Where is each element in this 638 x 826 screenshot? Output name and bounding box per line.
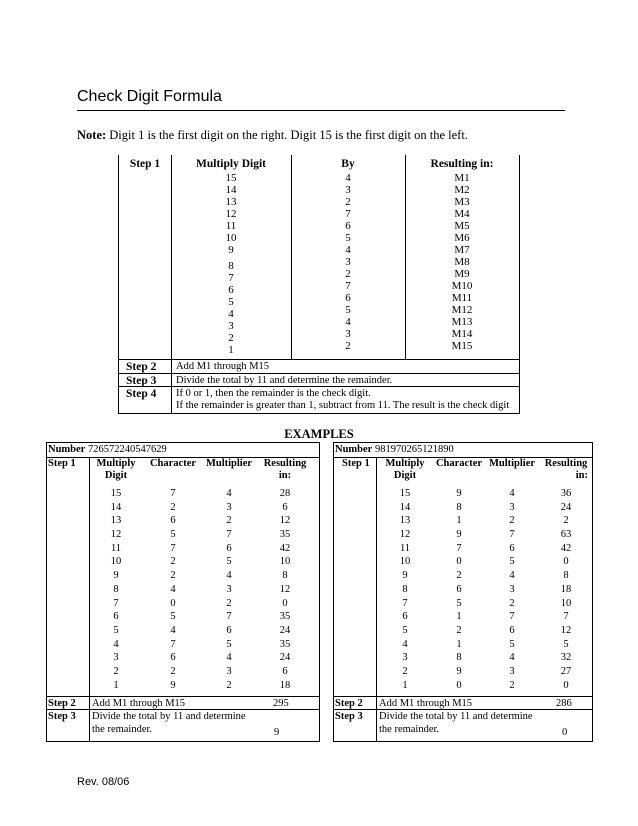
table-cell: 3: [113, 652, 119, 664]
total-value: 295: [273, 698, 289, 709]
table-cell: 8: [282, 570, 288, 582]
table-cell: 27: [560, 665, 572, 677]
header-step1: Step 1: [129, 158, 161, 170]
table-cell: 42: [560, 542, 572, 554]
list-item: 3: [345, 256, 351, 268]
table-cell: 2: [113, 665, 119, 677]
table-cell: 10: [560, 597, 572, 609]
number-value: 726572240547629: [87, 444, 167, 455]
step1-label: Step 1: [342, 458, 370, 469]
table-cell: 4: [170, 583, 176, 595]
table-cell: 3: [226, 501, 232, 513]
table-cell: 7: [113, 597, 119, 609]
table-divider: [334, 696, 592, 697]
table-cell: 0: [456, 556, 462, 568]
table-cell: 4: [170, 624, 176, 636]
step3-line2: the remainder.: [379, 724, 440, 735]
table-cell: 6: [282, 501, 288, 513]
table-cell: 18: [560, 583, 572, 595]
table-cell: 14: [110, 501, 122, 513]
list-item: 1: [228, 344, 234, 356]
table-cell: 6: [456, 583, 462, 595]
list-item: 10: [225, 232, 237, 244]
list-item: 8: [228, 260, 234, 272]
table-cell: 3: [509, 665, 515, 677]
table-cell: 32: [560, 652, 572, 664]
table-cell: 7: [170, 542, 176, 554]
table-cell: 42: [279, 542, 291, 554]
header-line: Digit: [393, 470, 417, 481]
step3-line2: the remainder.: [92, 724, 153, 735]
header-multiply-digit: [376, 458, 434, 482]
table-cell: 2: [170, 556, 176, 568]
step3-line1: Divide the total by 11 and determine: [379, 711, 533, 722]
table-cell: 11: [110, 542, 122, 554]
table-cell: 4: [509, 570, 515, 582]
table-cell: 24: [560, 501, 572, 513]
examples-title: EXAMPLES: [284, 427, 354, 441]
table-cell: 8: [113, 583, 119, 595]
table-cell: 9: [402, 570, 408, 582]
list-item: M10: [451, 280, 473, 292]
table-cell: 8: [563, 570, 569, 582]
table-cell: 2: [402, 665, 408, 677]
list-item: 5: [345, 304, 351, 316]
list-item: M12: [451, 304, 473, 316]
table-cell: 12: [110, 529, 122, 541]
list-item: M13: [451, 316, 473, 328]
table-cell: 0: [563, 556, 569, 568]
list-item: M7: [454, 244, 470, 256]
table-cell: 1: [113, 679, 119, 691]
page-title: Check Digit Formula: [77, 88, 222, 105]
title-divider: [77, 110, 565, 111]
note-label: Note:: [77, 128, 107, 142]
table-cell: 9: [170, 679, 176, 691]
list-item: 2: [345, 340, 351, 352]
table-cell: 2: [509, 679, 515, 691]
table-cell: 4: [509, 652, 515, 664]
multiplier-column: [201, 487, 257, 692]
list-item: 4: [228, 308, 234, 320]
note-text: Digit 1 is the first digit on the right. Digit 15 is the first digit on the left.: [109, 128, 468, 142]
table-cell: 2: [170, 501, 176, 513]
table-cell: 5: [226, 638, 232, 650]
list-item: M1: [454, 172, 470, 184]
table-cell: 28: [279, 488, 291, 499]
table-cell: 7: [563, 611, 569, 623]
table-cell: 3: [402, 652, 408, 664]
table-cell: 10: [399, 556, 411, 568]
table-cell: 2: [226, 597, 232, 609]
table-cell: 0: [282, 597, 288, 609]
table-cell: 24: [279, 652, 291, 664]
list-item: 11: [225, 220, 237, 232]
list-item: 7: [345, 280, 351, 292]
list-item: 7: [345, 208, 351, 220]
table-cell: 13: [110, 515, 122, 527]
step4-label: Step 4: [126, 388, 157, 400]
header-character: Character: [435, 458, 483, 469]
list-item: M4: [454, 208, 470, 220]
table-cell: 2: [509, 597, 515, 609]
table-cell: 0: [563, 679, 569, 691]
table-cell: 8: [456, 652, 462, 664]
list-item: 3: [228, 320, 234, 332]
resulting-column: [255, 487, 315, 692]
list-item: 3: [345, 328, 351, 340]
list-item: 7: [228, 272, 234, 284]
example-number-row: [335, 444, 454, 455]
formula-table: [118, 155, 520, 414]
step4-line2: If the remainder is greater than 1, subtract from 11. The result is the check digit: [176, 400, 510, 411]
table-cell: 7: [226, 529, 232, 541]
step2-label: Step 2: [126, 361, 157, 373]
step3-label: Step 3: [48, 711, 76, 722]
list-item: 9: [228, 244, 234, 256]
table-cell: 7: [456, 542, 462, 554]
list-item: 6: [345, 292, 351, 304]
table-cell: 5: [170, 611, 176, 623]
table-cell: 10: [110, 556, 122, 568]
table-cell: 6: [226, 624, 232, 636]
table-divider: [334, 709, 592, 710]
note: [77, 128, 468, 143]
formula-row-divider: [119, 373, 519, 374]
list-item: M14: [451, 328, 473, 340]
header-character: Character: [149, 458, 197, 469]
list-item: 4: [345, 172, 351, 184]
table-cell: 7: [170, 488, 176, 499]
table-cell: 7: [509, 611, 515, 623]
table-cell: 2: [456, 624, 462, 636]
resulting-column: [540, 487, 592, 692]
table-cell: 5: [170, 529, 176, 541]
list-item: 4: [345, 316, 351, 328]
number-label: Number: [335, 444, 373, 455]
list-item: M15: [451, 340, 473, 352]
table-cell: 36: [560, 488, 572, 499]
table-cell: 2: [509, 515, 515, 527]
list-item: M2: [454, 184, 470, 196]
remainder-value: 0: [562, 727, 568, 738]
list-item: 2: [345, 196, 351, 208]
table-cell: 12: [279, 583, 291, 595]
multiplier-column: [484, 487, 540, 692]
table-cell: 8: [456, 501, 462, 513]
table-cell: 7: [402, 597, 408, 609]
table-cell: 2: [563, 515, 569, 527]
list-item: 14: [225, 184, 237, 196]
table-cell: 4: [509, 488, 515, 499]
table-cell: 1: [456, 611, 462, 623]
header-multiplier: Multiplier: [488, 458, 536, 469]
table-cell: 4: [113, 638, 119, 650]
header-resulting: [540, 458, 592, 482]
table-cell: 2: [226, 679, 232, 691]
remainder-value: 9: [274, 727, 280, 738]
table-cell: 4: [226, 652, 232, 664]
table-cell: 12: [560, 624, 572, 636]
table-cell: 7: [226, 611, 232, 623]
table-cell: 5: [402, 624, 408, 636]
table-cell: 3: [509, 501, 515, 513]
table-cell: 18: [279, 679, 291, 691]
header-line: in:: [278, 470, 292, 481]
table-cell: 35: [279, 529, 291, 541]
table-divider: [47, 696, 319, 697]
table-cell: 6: [509, 624, 515, 636]
table-divider: [47, 709, 319, 710]
list-item: 3: [345, 184, 351, 196]
number-value: 981970265121890: [374, 444, 454, 455]
header-line: in:: [575, 470, 588, 481]
table-cell: 9: [113, 570, 119, 582]
header-multiply-digit: [89, 458, 143, 482]
table-cell: 6: [282, 665, 288, 677]
table-cell: 2: [170, 570, 176, 582]
table-cell: 7: [170, 638, 176, 650]
table-cell: 3: [226, 583, 232, 595]
header-line: Multiply: [385, 458, 425, 469]
table-cell: 15: [399, 488, 411, 499]
list-item: 15: [225, 172, 237, 184]
step2-label: Step 2: [335, 698, 363, 709]
table-cell: 0: [456, 679, 462, 691]
list-item: M5: [454, 220, 470, 232]
header-line: Digit: [104, 470, 128, 481]
list-item: M11: [451, 292, 473, 304]
example-number-row: [48, 444, 167, 455]
header-multiplier: Multiplier: [205, 458, 253, 469]
table-cell: 4: [226, 488, 232, 499]
total-value: 286: [556, 698, 572, 709]
step3-line1: Divide the total by 11 and determine: [92, 711, 246, 722]
table-cell: 10: [279, 556, 291, 568]
list-item: M8: [454, 256, 470, 268]
number-label: Number: [48, 444, 86, 455]
table-cell: 7: [509, 529, 515, 541]
header-line: Resulting: [544, 458, 588, 469]
list-item: M9: [454, 268, 470, 280]
table-cell: 6: [402, 611, 408, 623]
table-cell: 6: [170, 652, 176, 664]
example-table-1: [46, 442, 320, 742]
table-cell: 3: [509, 583, 515, 595]
header-line: Resulting: [263, 458, 307, 469]
table-cell: 5: [226, 556, 232, 568]
table-cell: 8: [402, 583, 408, 595]
table-cell: 6: [170, 515, 176, 527]
step2-text: Add M1 through M15: [379, 698, 473, 709]
table-cell: 4: [402, 638, 408, 650]
table-cell: 5: [509, 556, 515, 568]
header-multiply-digit: Multiply Digit: [196, 158, 266, 170]
table-cell: 2: [170, 665, 176, 677]
step2-text: Add M1 through M15: [92, 698, 186, 709]
digit-column: [376, 487, 434, 692]
character-column: [432, 487, 486, 692]
step2-text: Add M1 through M15: [176, 361, 270, 372]
list-item: 5: [345, 232, 351, 244]
header-resulting: [255, 458, 315, 482]
list-item: 6: [228, 284, 234, 296]
table-cell: 0: [170, 597, 176, 609]
step4-line1: If 0 or 1, then the remainder is the check digit.: [176, 388, 371, 399]
table-cell: 9: [456, 529, 462, 541]
table-cell: 3: [226, 665, 232, 677]
table-cell: 12: [279, 515, 291, 527]
table-cell: 6: [113, 611, 119, 623]
list-item: 5: [228, 296, 234, 308]
list-item: 2: [345, 268, 351, 280]
table-cell: 63: [560, 529, 572, 541]
header-resulting-in: Resulting in:: [430, 158, 494, 170]
table-cell: 5: [509, 638, 515, 650]
table-cell: 11: [399, 542, 411, 554]
table-cell: 1: [402, 679, 408, 691]
table-cell: 15: [110, 488, 122, 499]
list-item: 13: [225, 196, 237, 208]
list-item: 6: [345, 220, 351, 232]
table-cell: 14: [399, 501, 411, 513]
formula-row-divider: [119, 386, 519, 387]
example-table-2: [333, 442, 593, 742]
table-cell: 4: [226, 570, 232, 582]
header-by: By: [341, 158, 355, 170]
table-cell: 1: [456, 638, 462, 650]
table-cell: 2: [226, 515, 232, 527]
multiply-digit-list: [171, 172, 291, 356]
table-cell: 1: [456, 515, 462, 527]
formula-row-divider: [119, 359, 519, 360]
character-column: [145, 487, 201, 692]
table-cell: 12: [399, 529, 411, 541]
step1-label: Step 1: [48, 458, 76, 469]
step3-label: Step 3: [335, 711, 363, 722]
table-cell: 5: [113, 624, 119, 636]
table-cell: 24: [279, 624, 291, 636]
table-cell: 35: [279, 611, 291, 623]
list-item: 2: [228, 332, 234, 344]
header-line: Multiply: [96, 458, 136, 469]
digit-column: [89, 487, 143, 692]
resulting-list: [405, 172, 519, 352]
list-item: M6: [454, 232, 470, 244]
revision-footer: Rev. 08/06: [77, 776, 130, 788]
step3-label: Step 3: [126, 375, 157, 387]
formula-divider: [171, 359, 172, 413]
table-cell: 2: [456, 570, 462, 582]
table-cell: 6: [509, 542, 515, 554]
step3-text: Divide the total by 11 and determine the remainder.: [176, 375, 393, 386]
by-list: [291, 172, 405, 352]
table-cell: 9: [456, 488, 462, 499]
table-cell: 5: [563, 638, 569, 650]
table-cell: 13: [399, 515, 411, 527]
table-cell: 35: [279, 638, 291, 650]
list-item: 4: [345, 244, 351, 256]
table-cell: 9: [456, 665, 462, 677]
table-cell: 6: [226, 542, 232, 554]
table-cell: 5: [456, 597, 462, 609]
step2-label: Step 2: [48, 698, 76, 709]
list-item: 12: [225, 208, 237, 220]
list-item: M3: [454, 196, 470, 208]
